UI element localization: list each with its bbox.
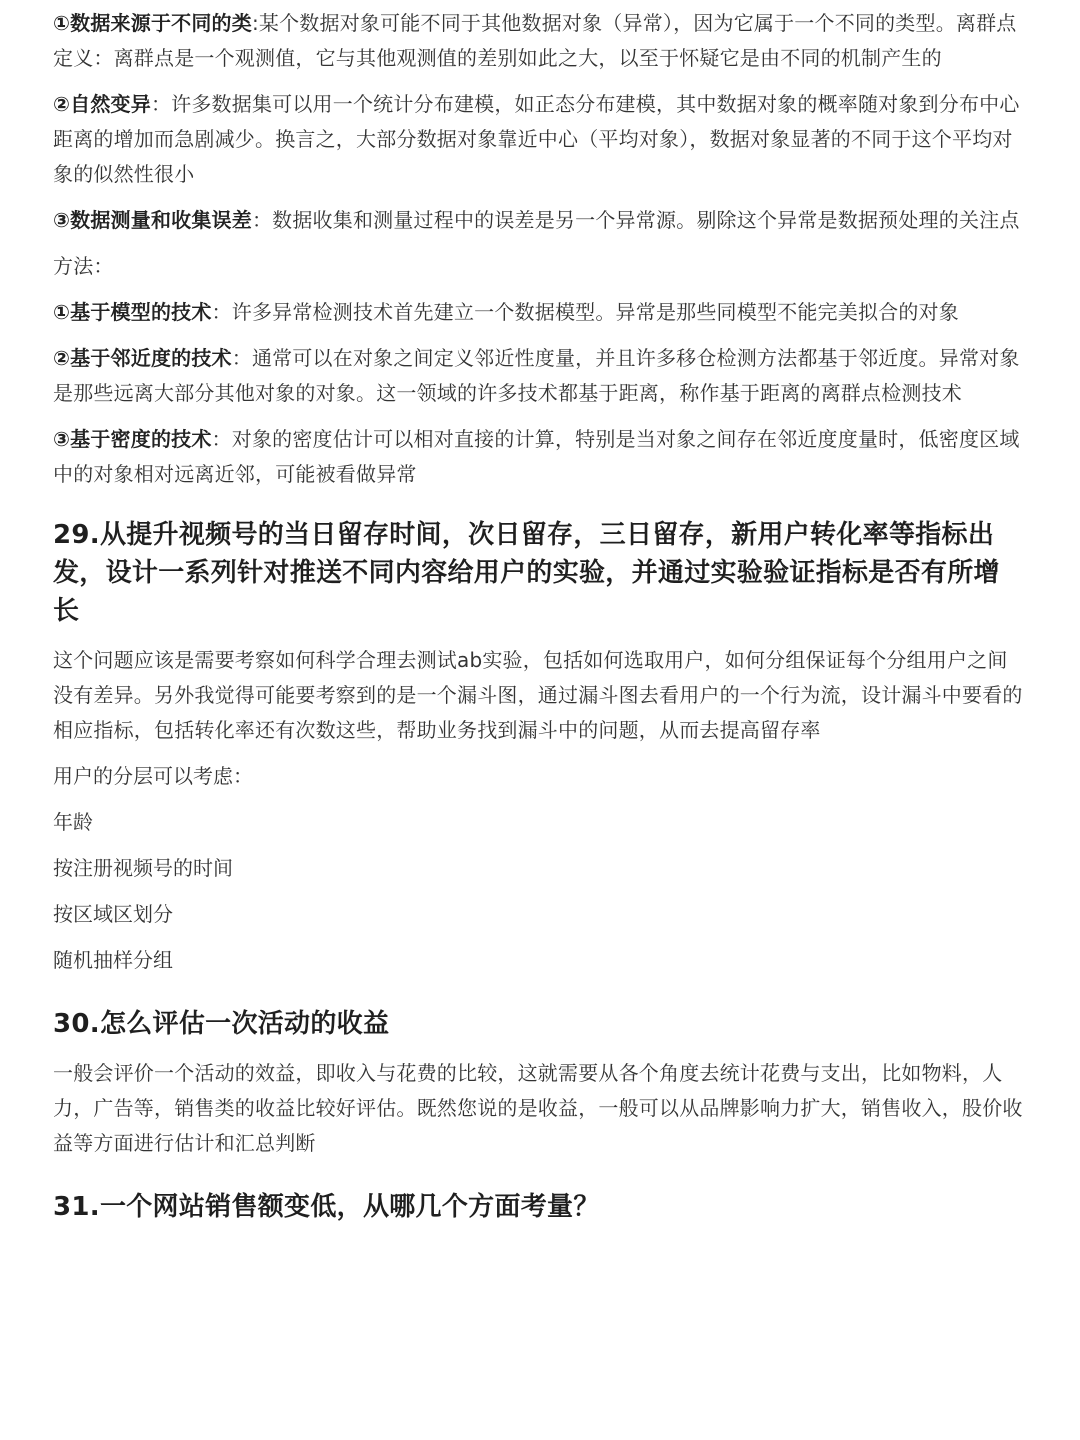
user-layer-item: 按注册视频号的时间	[53, 856, 233, 880]
reason-text: 数据收集和测量过程中的误差是另一个异常源。剔除这个异常是数据预处理的关注点	[272, 208, 1020, 232]
reason-text: 许多数据集可以用一个统计分布建模，如正态分布建模，其中数据对象的概率随对象到分布中心距离的增加而急剧减少。换言之，大部分数据对象靠近中心（平均对象），数据对象显著的不同于这个平均对象的似然性很小	[53, 92, 1020, 186]
method-item: ①基于模型的技术：许多异常检测技术首先建立一个数据模型。异常是那些同模型不能完美拟合的对象	[53, 300, 959, 324]
method-text: 许多异常检测技术首先建立一个数据模型。异常是那些同模型不能完美拟合的对象	[231, 300, 959, 324]
user-layer-item: 随机抽样分组	[53, 948, 173, 972]
method-title: ②基于邻近度的技术	[53, 346, 232, 370]
reason-item: ②自然变异：许多数据集可以用一个统计分布建模，如正态分布建模，其中数据对象的概率随对象到分布中心距离的增加而急剧减少。换言之，大部分数据对象靠近中心（平均对象），数据对象显著的不同于这个平均对象的似然性很小	[53, 92, 1020, 186]
reason-text: 某个数据对象可能不同于其他数据对象（异常），因为它属于一个不同的类型。离群点定义：离群点是一个观测值，它与其他观测值的差别如此之大，以至于怀疑它是由不同的机制产生的	[53, 11, 1017, 70]
question-30-heading: 30.怎么评估一次活动的收益	[53, 1009, 390, 1039]
question-31-heading: 31.一个网站销售额变低，从哪几个方面考量？	[53, 1192, 600, 1222]
method-item: ②基于邻近度的技术：通常可以在对象之间定义邻近性度量，并且许多移仓检测方法都基于邻近度。异常对象是那些远离大部分其他对象的对象。这一领域的许多技术都基于距离，称作基于距离的离群点检测技术	[53, 346, 1020, 405]
reason-item: ①数据来源于不同的类:某个数据对象可能不同于其他数据对象（异常），因为它属于一个不同的类型。离群点定义：离群点是一个观测值，它与其他观测值的差别如此之大，以至于怀疑它是由不同的机制产生的	[53, 11, 1017, 70]
reason-title: ①数据来源于不同的类	[53, 11, 252, 35]
reason-title: ②自然变异	[53, 92, 151, 116]
question-30-answer: 一般会评价一个活动的效益，即收入与花费的比较，这就需要从各个角度去统计花费与支出，比如物料，人力，广告等，销售类的收益比较好评估。既然您说的是收益，一般可以从品牌影响力扩大，销售收入，股价收益等方面进行估计和汇总判断	[53, 1061, 1023, 1155]
reason-item: ③数据测量和收集误差：数据收集和测量过程中的误差是另一个异常源。剔除这个异常是数据预处理的关注点	[53, 208, 1020, 232]
method-item: ③基于密度的技术：对象的密度估计可以相对直接的计算，特别是当对象之间存在邻近度度量时，低密度区域中的对象相对远离近邻，可能被看做异常	[53, 427, 1020, 486]
question-29-heading: 29.从提升视频号的当日留存时间，次日留存，三日留存，新用户转化率等指标出发，设计一系列针对推送不同内容给用户的实验，并通过实验验证指标是否有所增长	[53, 520, 1000, 626]
user-layer-item: 年龄	[53, 810, 93, 834]
methods-label: 方法：	[53, 254, 114, 278]
method-text: 对象的密度估计可以相对直接的计算，特别是当对象之间存在邻近度度量时，低密度区域中的对象相对远离近邻，可能被看做异常	[53, 427, 1020, 486]
method-title: ①基于模型的技术	[53, 300, 212, 324]
question-29-answer: 这个问题应该是需要考察如何科学合理去测试ab实验，包括如何选取用户，如何分组保证每个分组用户之间没有差异。另外我觉得可能要考察到的是一个漏斗图，通过漏斗图去看用户的一个行为流，设计漏斗中要看的相应指标，包括转化率还有次数这些，帮助业务找到漏斗中的问题，从而去提高留存率	[53, 648, 1023, 742]
reason-title: ③数据测量和收集误差	[53, 208, 252, 232]
user-layer-item: 按区域区划分	[53, 902, 173, 926]
user-layer-label: 用户的分层可以考虑：	[53, 764, 253, 788]
method-title: ③基于密度的技术	[53, 427, 212, 451]
method-text: 通常可以在对象之间定义邻近性度量，并且许多移仓检测方法都基于邻近度。异常对象是那些远离大部分其他对象的对象。这一领域的许多技术都基于距离，称作基于距离的离群点检测技术	[53, 346, 1020, 405]
